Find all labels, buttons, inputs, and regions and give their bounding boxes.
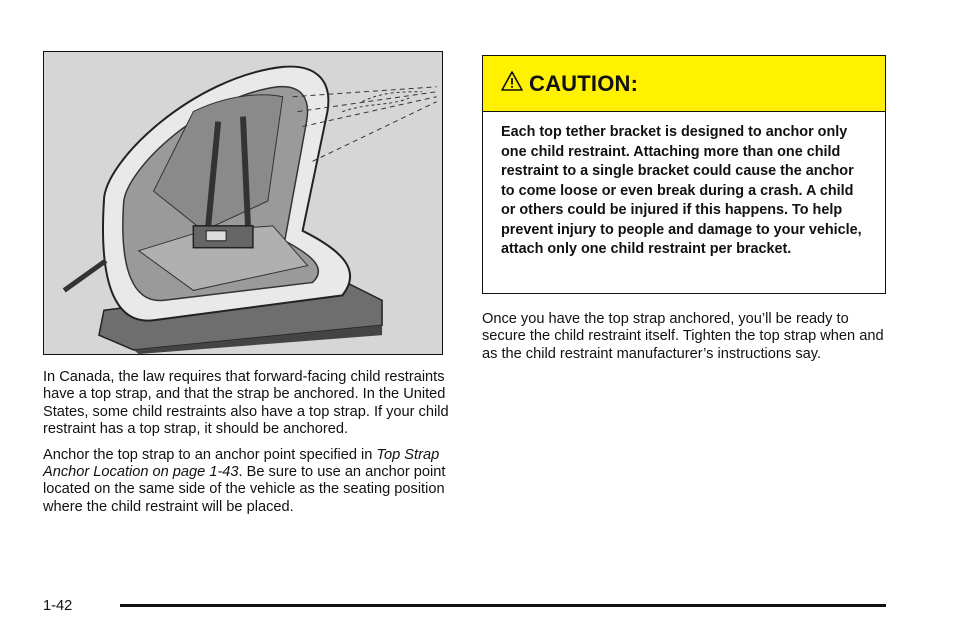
caution-header xyxy=(483,56,885,112)
right-column xyxy=(482,311,887,363)
warning-triangle-icon xyxy=(501,71,523,91)
paragraph-anchor-instructions xyxy=(43,447,453,517)
caution-box xyxy=(482,55,886,294)
paragraph-text-start: Anchor the top strap to an anchor point specified in xyxy=(43,446,377,463)
footer-rule xyxy=(120,604,886,607)
child-seat-illustration xyxy=(44,52,442,354)
paragraph-canada-law: In Canada, the law requires that forward-facing child restraints have a top strap, and that the strap be anchored. In the United States, some child restraints also have a top strap. If your child restraint has a top strap, it should be anchored. xyxy=(43,369,449,438)
cross-reference-link[interactable]: Top Strap Anchor Location on page 1-43 xyxy=(43,446,440,481)
page-number: 1-42 xyxy=(43,598,73,614)
paragraph-text-end: . Be sure to use an anchor point located on the same side of the vehicle as the seating position where the child restraint will be placed. xyxy=(43,464,446,515)
left-column xyxy=(43,369,453,524)
paragraph-tighten-strap: Once you have the top strap anchored, you’ll be ready to secure the child restraint itself. Tighten the top strap when and as the child restraint manufacturer’s instructions say. xyxy=(482,311,884,362)
caution-text: Each top tether bracket is designed to anchor only one child restraint. Attaching more than one child restraint to a single bracket could cause the anchor to come loose or even break during a crash. A child or others could be injured if this happens. To help prevent injury to people and damage to your vehicle, attach only one child restraint per bracket. xyxy=(501,124,862,257)
child-seat-figure xyxy=(43,51,443,355)
caution-title: CAUTION: xyxy=(529,70,639,96)
